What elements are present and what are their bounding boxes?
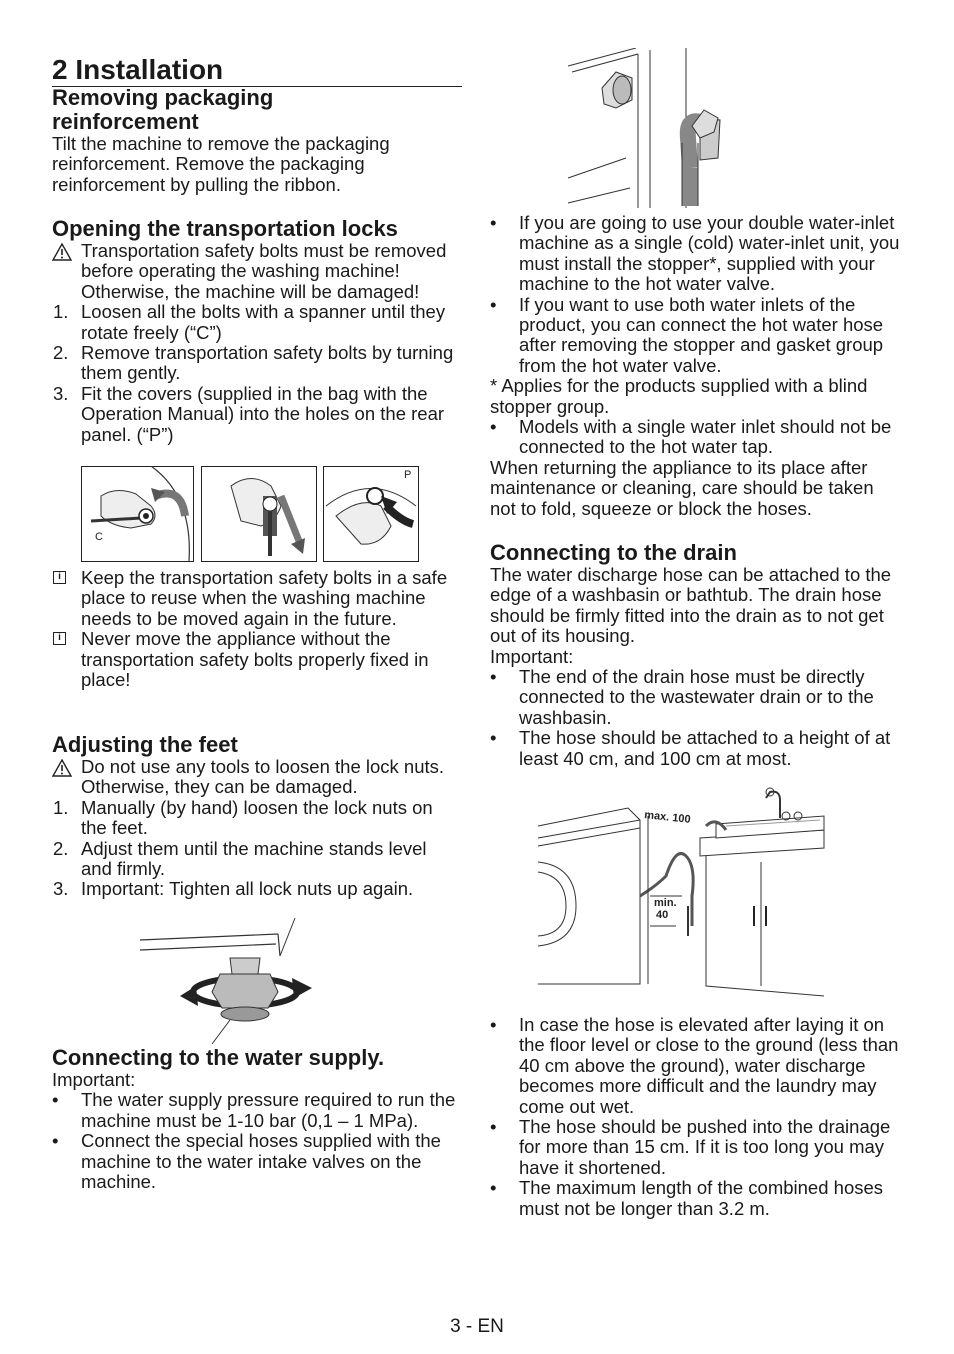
section-drain [490,541,904,769]
locks-info-1-text: Keep the transportation safety bolts in a safe place to reuse when the washing machine needs to be moved again in the future. [81,567,448,629]
list-item-text: Important: Tighten all lock nuts up again. [81,878,414,900]
list-item-text: Loosen all the bolts with a spanner until they rotate freely (“C”) [81,301,446,343]
section-transport-locks [52,217,462,445]
list-item-text: In case the hose is elevated after laying it on the floor level or close to the ground (less than 40 cm above the ground), water discharge becomes more difficult and the laundry may come out wet. [519,1014,899,1117]
feet-warning [52,757,462,798]
list-item [490,728,904,769]
bullet-marker: • [52,1089,59,1111]
section-water-supply [52,1046,462,1192]
bullet-marker: • [490,666,497,688]
bullet-marker: • [490,1014,497,1035]
heading-adjusting-feet: Adjusting the feet [52,732,238,757]
list-item-text: The maximum length of the combined hoses must not be longer than 3.2 m. [519,1177,884,1219]
list-item [490,1015,904,1117]
list-item [52,302,462,343]
list-item-text: The hose should be attached to a height of at least 40 cm, and 100 cm at most. [519,727,891,769]
list-item-text: The hose should be pushed into the drainage for more than 15 cm. If it is too long you may have it shortened. [519,1116,891,1178]
heading-transport-locks: Opening the transportation locks [52,216,398,241]
list-item [52,384,462,445]
section-adjusting-feet [52,733,462,900]
bullet-marker: • [490,416,497,438]
step-number: 3. [53,382,69,404]
list-item [490,295,904,377]
water-hose-figure [566,48,721,210]
step-number: 1. [53,301,69,323]
page-title: 2 Installation [52,54,462,87]
warning-icon [52,243,72,261]
bullet-marker: • [490,1116,497,1138]
adjusting-feet-figure [140,916,330,1046]
step-number: 2. [53,837,69,859]
step-number: 1. [53,796,69,818]
list-item [52,1090,462,1131]
heading-removing-line2: reinforcement [52,109,199,134]
list-item-text: If you are going to use your double water-inlet machine as a single (cold) water-inlet unit, you must install the stopper*, supplied with your machine to the hot water valve. [519,212,900,295]
bullet-marker: • [490,1177,497,1199]
heading-water-supply: Connecting to the water supply. [52,1045,385,1070]
locks-info-2 [52,629,462,690]
heading-removing-line1: Removing packaging [52,85,274,110]
list-item [52,879,462,899]
section-removing-packaging [52,86,462,195]
section-water-supply-continued [490,213,904,519]
heading-drain: Connecting to the drain [490,540,737,565]
list-item [52,839,462,880]
returning-text: When returning the appliance to its place after maintenance or cleaning, care should be taken not to fold, squeeze or block the hoses. [490,456,874,519]
list-item-text: Connect the special hoses supplied with the machine to the water intake valves on the machine. [81,1130,441,1193]
list-item-text: Manually (by hand) loosen the lock nuts on the feet. [81,796,433,839]
drain-important: Important: [490,645,574,667]
drain-text: The water discharge hose can be attached to the edge of a washbasin or bathtub. The drain hose should be firmly fitted into the drain as to not get out of its housing. [490,564,892,647]
drain-figure [536,786,828,998]
water-bullets-list [52,1090,462,1192]
locks-warning-text: Transportation safety bolts must be removed before operating the washing machine! Otherwise, the machine will be damaged! [81,240,447,302]
figure-fit-covers [324,467,419,562]
info-icon: i [53,571,66,584]
list-item [490,1178,904,1219]
list-item-text: The water supply pressure required to run the machine must be 1-10 bar (0,1 – 1 MPa). [81,1089,456,1131]
figure-loosen-bolts [82,466,194,562]
warning-icon [52,759,72,777]
fig-label-p: P [404,469,412,481]
list-item [52,343,462,384]
list-item-text: Fit the covers (supplied in the bag with the Operation Manual) into the holes on the rear panel. (“P”) [81,382,445,445]
fig-label-c: C [95,531,103,543]
page-number: 3 - EN [450,1316,504,1337]
bullet-marker: • [52,1130,59,1152]
right-water-bullets-list [490,213,904,376]
bullet-marker: • [490,293,497,315]
list-item [490,213,904,295]
fig-label-min-1: min. [654,897,677,909]
feet-steps-list [52,798,462,900]
figure-remove-bolts [202,467,317,562]
list-item-text: If you want to use both water inlets of the product, you can connect the hot water hose after removing the stopper and gasket group from the hot water valve. [519,293,884,376]
single-inlet-bullet [490,417,904,458]
drain-bullets-2-list [490,1015,904,1219]
locks-warning [52,241,462,302]
list-item [52,798,462,839]
locks-info-notes [52,568,462,690]
list-item [490,1117,904,1178]
section-drain-continued [490,1015,904,1219]
info-icon: i [53,632,66,645]
removing-text: Tilt the machine to remove the packaging reinforcement. Remove the packaging reinforcement by pulling the ribbon. [52,133,390,195]
fig-label-min-2: 40 [656,909,669,921]
list-item-text: Adjust them until the machine stands level and firmly. [81,837,427,880]
bullet-marker: • [490,727,497,749]
single-inlet-text: Models with a single water inlet should not be connected to the hot water tap. [519,416,892,458]
locks-info-2-text: Never move the appliance without the transportation safety bolts properly fixed in place! [81,628,429,691]
bullet-marker: • [490,212,497,233]
list-item-text: The end of the drain hose must be directly connected to the wastewater drain or to the washbasin. [519,666,874,728]
drain-bullets-list [490,667,904,769]
locks-info-1 [52,568,462,629]
feet-warning-text: Do not use any tools to loosen the lock nuts. Otherwise, they can be damaged. [81,756,445,798]
step-number: 2. [53,342,69,364]
footnote: * Applies for the products supplied with a blind stopper group. [490,375,868,417]
step-number: 3. [53,878,69,900]
water-important: Important: [52,1069,136,1090]
locks-steps-list [52,302,462,445]
fig-label-max: max. 100 [643,809,692,826]
list-item-text: Remove transportation safety bolts by turning them gently. [81,342,454,384]
list-item [52,1131,462,1192]
list-item [490,667,904,728]
transport-lock-figures [81,466,419,562]
